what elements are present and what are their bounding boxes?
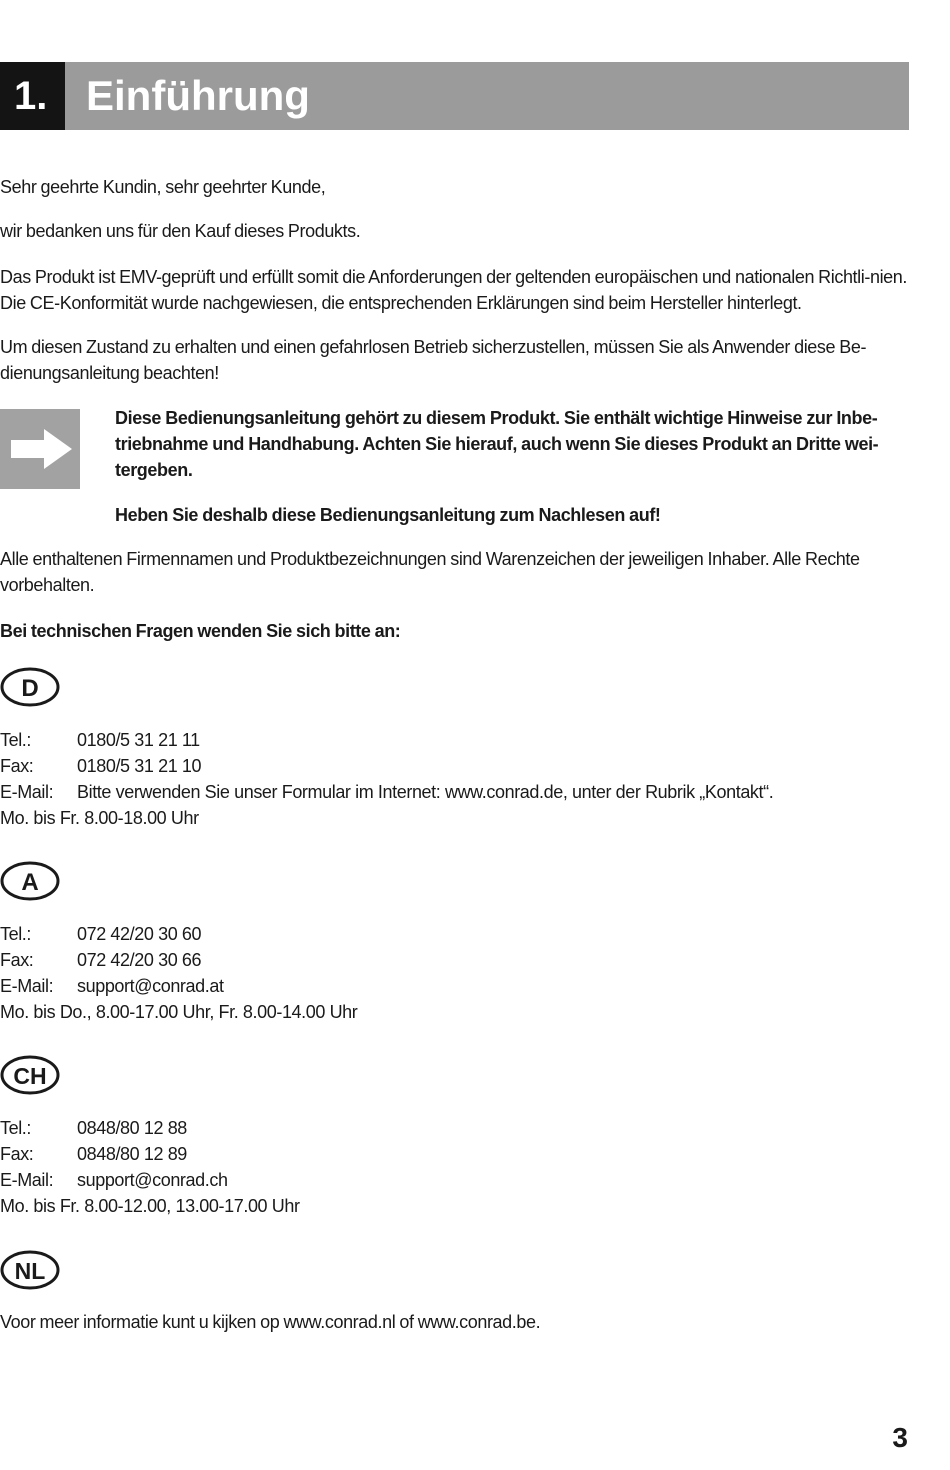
email-value: support@conrad.ch [77,1170,228,1190]
contact-block-ch [0,1115,900,1219]
country-code-nl: NL [14,1258,46,1284]
country-badge-nl [0,1250,60,1290]
page-number: 3 [892,1422,908,1453]
thanks-text: wir bedanken uns für den Kauf dieses Produkts. [0,221,361,241]
email-value: Bitte verwenden Sie unser Formular im Internet: www.conrad.de, unter der Rubrik „Kontakt“. [77,782,774,802]
fax-label: Fax: [0,1144,34,1164]
notice-text: Diese Bedienungsanleitung gehört zu diesem Produkt. Sie enthält wichtige Hinweise zur Inbe-triebnahme und Handhabung. Achten Sie hierauf, auch wenn Sie dieses Produkt an Dritte wei-tergeben. [115,408,879,480]
opening-hours: Mo. bis Fr. 8.00-12.00, 13.00-17.00 Uhr [0,1196,300,1216]
nl-info: Voor meer informatie kunt u kijken op www.conrad.nl of www.conrad.be. [0,1312,541,1332]
phone-number: 0180/5 31 21 11 [77,730,200,750]
email-value: support@conrad.at [77,976,224,996]
arrow-right-icon [0,409,80,489]
condition-paragraph: Um diesen Zustand zu erhalten und einen gefahrlosen Betrieb sicherzustellen, müssen Sie als Anwender diese Be-dienungsanleitung beachten! [0,337,867,383]
fax-number: 072 42/20 30 66 [77,950,202,970]
emv-paragraph: Das Produkt ist EMV-geprüft und erfüllt somit die Anforderungen der geltenden europäischen und nationalen Richtli-nien. Die CE-Konformität wurde nachgewiesen, die entsprechenden Erklärungen sind beim Hersteller hinterlegt. [0,267,907,313]
tel-label: Tel.: [0,730,32,750]
phone-number: 0848/80 12 88 [77,1118,187,1138]
phone-number: 072 42/20 30 60 [77,924,202,944]
country-badge-ch [0,1055,60,1095]
opening-hours: Mo. bis Fr. 8.00-18.00 Uhr [0,808,199,828]
email-label: E-Mail: [0,976,54,996]
notice-arrow-box [0,409,80,489]
country-code-at: A [21,869,39,896]
tel-label: Tel.: [0,924,32,944]
contact-block-at [0,921,900,1025]
opening-hours: Mo. bis Do., 8.00-17.00 Uhr, Fr. 8.00-14.00 Uhr [0,1002,358,1022]
email-label: E-Mail: [0,1170,54,1190]
greeting: Sehr geehrte Kundin, sehr geehrter Kunde, [0,177,326,197]
country-badge-at [0,861,60,901]
notice-keep: Heben Sie deshalb diese Bedienungsanleitung zum Nachlesen auf! [115,505,661,525]
country-code-de: D [21,675,39,702]
email-label: E-Mail: [0,782,54,802]
tel-label: Tel.: [0,1118,32,1138]
country-badge-de [0,667,60,707]
fax-label: Fax: [0,950,34,970]
fax-number: 0848/80 12 89 [77,1144,187,1164]
trademark-paragraph: Alle enthaltenen Firmennamen und Produktbezeichnungen sind Warenzeichen der jeweiligen Inhaber. Alle Rechte vorbehalten. [0,549,860,595]
section-title: Einführung [65,62,909,130]
section-header [0,62,909,130]
section-number: 1. [0,62,65,130]
fax-number: 0180/5 31 21 10 [77,756,202,776]
support-heading: Bei technischen Fragen wenden Sie sich bitte an: [0,621,401,641]
country-code-ch: CH [13,1063,47,1089]
contact-block-de [0,727,900,831]
fax-label: Fax: [0,756,34,776]
